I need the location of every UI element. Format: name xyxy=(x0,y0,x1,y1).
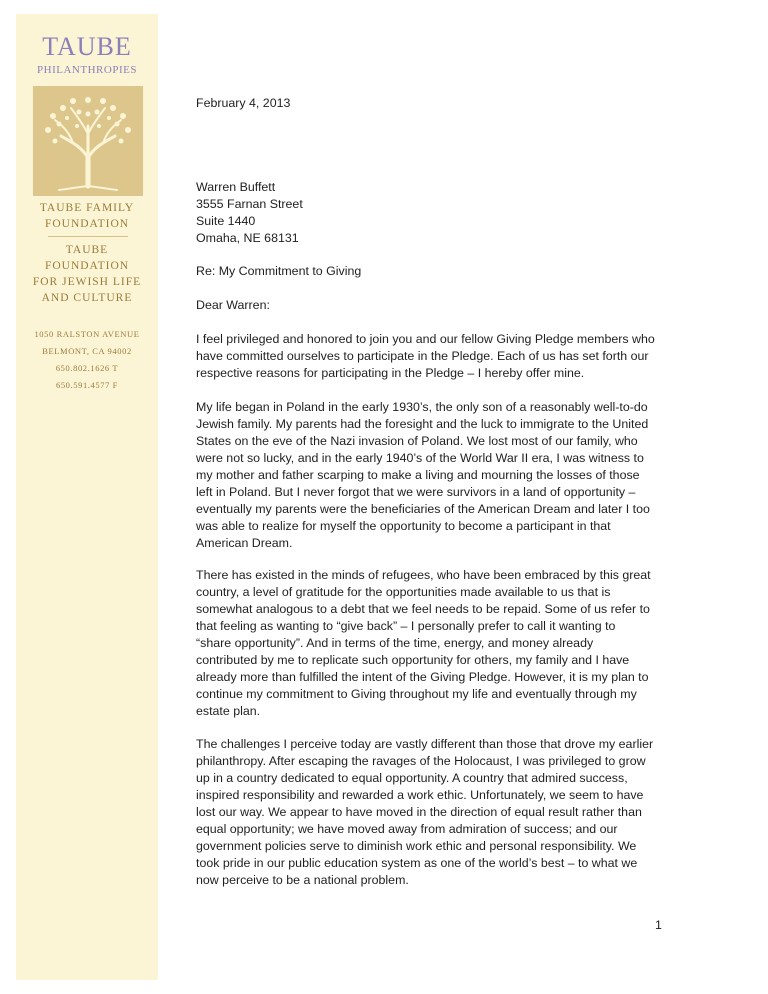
text-line: were not so lucky, and in the early 1940’s of the World War II era, I was witness to xyxy=(196,451,644,465)
text-line: government policies serve to diminish work ethic and personal responsibility. We xyxy=(196,839,637,853)
divider xyxy=(48,236,128,237)
recipient-line: Warren Buffett xyxy=(196,180,276,194)
text-line: somewhat analogous to a debt that we feel needs to be repaid. Some of us refer to xyxy=(196,602,650,616)
subject-line: Re: My Commitment to Giving xyxy=(196,264,362,278)
foundation-line: FOUNDATION xyxy=(44,218,130,230)
brand-subtitle: PHILANTHROPIES xyxy=(37,64,137,76)
text-line: my mother and father scarping to make a living and mourning the losses of those xyxy=(196,468,640,482)
body-paragraph xyxy=(196,567,696,720)
foundation-line: FOR JEWISH LIFE xyxy=(32,276,142,288)
body-paragraph xyxy=(196,399,696,552)
text-line: States on the eve of the Nazi invasion of Poland. We lost most of our family, who xyxy=(196,434,638,448)
text-line: left in Poland. But I never forgot that we were survivors in a land of opportunity – xyxy=(196,485,636,499)
body-paragraph xyxy=(196,736,696,889)
fax-number: 650.591.4577 F xyxy=(55,380,118,390)
foundation-line: FOUNDATION xyxy=(44,260,130,272)
brand-name: TAUBE xyxy=(42,32,132,61)
text-line: took pride in our public education system as one of the world’s best – to what we xyxy=(196,856,638,870)
foundation-line: AND CULTURE xyxy=(41,292,133,304)
text-line: There has existed in the minds of refugees, who have been embraced by this great xyxy=(196,568,651,582)
letterhead-sidebar xyxy=(16,14,158,980)
page-number: 1 xyxy=(655,918,662,932)
recipient-line: Omaha, NE 68131 xyxy=(196,231,299,245)
family-foundation-name xyxy=(16,200,158,232)
text-line: Jewish family. My parents had the foresight and the luck to immigrate to the United xyxy=(196,417,649,431)
text-line: country, a level of gratitude for the opportunities made available to us that is xyxy=(196,585,611,599)
foundation-line: TAUBE xyxy=(65,244,109,256)
address-line: BELMONT, CA 94002 xyxy=(42,346,132,356)
text-line: philanthropy. After escaping the ravages of the Holocaust, I was privileged to grow xyxy=(196,754,646,768)
text-line: I feel privileged and honored to join you and our fellow Giving Pledge members who xyxy=(196,332,655,346)
recipient-line: 3555 Farnan Street xyxy=(196,197,303,211)
jewish-life-foundation-name xyxy=(16,242,158,306)
recipient-address xyxy=(196,179,696,247)
letter-date: February 4, 2013 xyxy=(196,96,291,110)
text-line: lost our way. We appear to have moved in the direction of equal result rather than xyxy=(196,805,642,819)
address-line: 1050 RALSTON AVENUE xyxy=(34,329,140,339)
text-line: respective reasons for participating in the Pledge – I hereby offer mine. xyxy=(196,366,585,380)
text-line: was able to realize for myself the opportunity to become a participant in that xyxy=(196,519,611,533)
text-line: The challenges I perceive today are vastly different than those that drove my earlier xyxy=(196,737,654,751)
text-line: continue my commitment to Giving throughout my life and eventually through my xyxy=(196,687,637,701)
salutation: Dear Warren: xyxy=(196,298,270,312)
text-line: eventually my parents were the beneficiaries of the American Dream and later I too xyxy=(196,502,650,516)
text-line: My life began in Poland in the early 1930’s, the only son of a reasonably well-to-do xyxy=(196,400,648,414)
recipient-line: Suite 1440 xyxy=(196,214,256,228)
text-line: already more than fulfilled the intent of the Giving Pledge. However, it is my plan to xyxy=(196,670,649,684)
text-line: that feeling as wanting to “give back” – I personally prefer to call it wanting to xyxy=(196,619,616,633)
contact-address xyxy=(16,326,158,394)
body-paragraph xyxy=(196,331,696,382)
text-line: contributed by me to replicate such opportunity for others, my family and I have xyxy=(196,653,630,667)
text-line: equal opportunity; we have moved away from admiration of success; and our xyxy=(196,822,618,836)
text-line: American Dream. xyxy=(196,536,293,550)
phone-number: 650.802.1626 T xyxy=(55,363,119,373)
text-line: “share opportunity”. And in terms of the time, energy, and money already xyxy=(196,636,594,650)
text-line: now perceive to be a national problem. xyxy=(196,873,409,887)
tree-logo-icon xyxy=(33,86,143,196)
text-line: have committed ourselves to participate in the Pledge. Each of us has set forth our xyxy=(196,349,649,363)
foundation-line: TAUBE FAMILY xyxy=(39,202,135,214)
text-line: estate plan. xyxy=(196,704,261,718)
text-line: up in a country dedicated to equal opportunity. A country that admired success, xyxy=(196,771,628,785)
text-line: inspired responsibility and rewarded a work ethic. Unfortunately, we seem to have xyxy=(196,788,644,802)
